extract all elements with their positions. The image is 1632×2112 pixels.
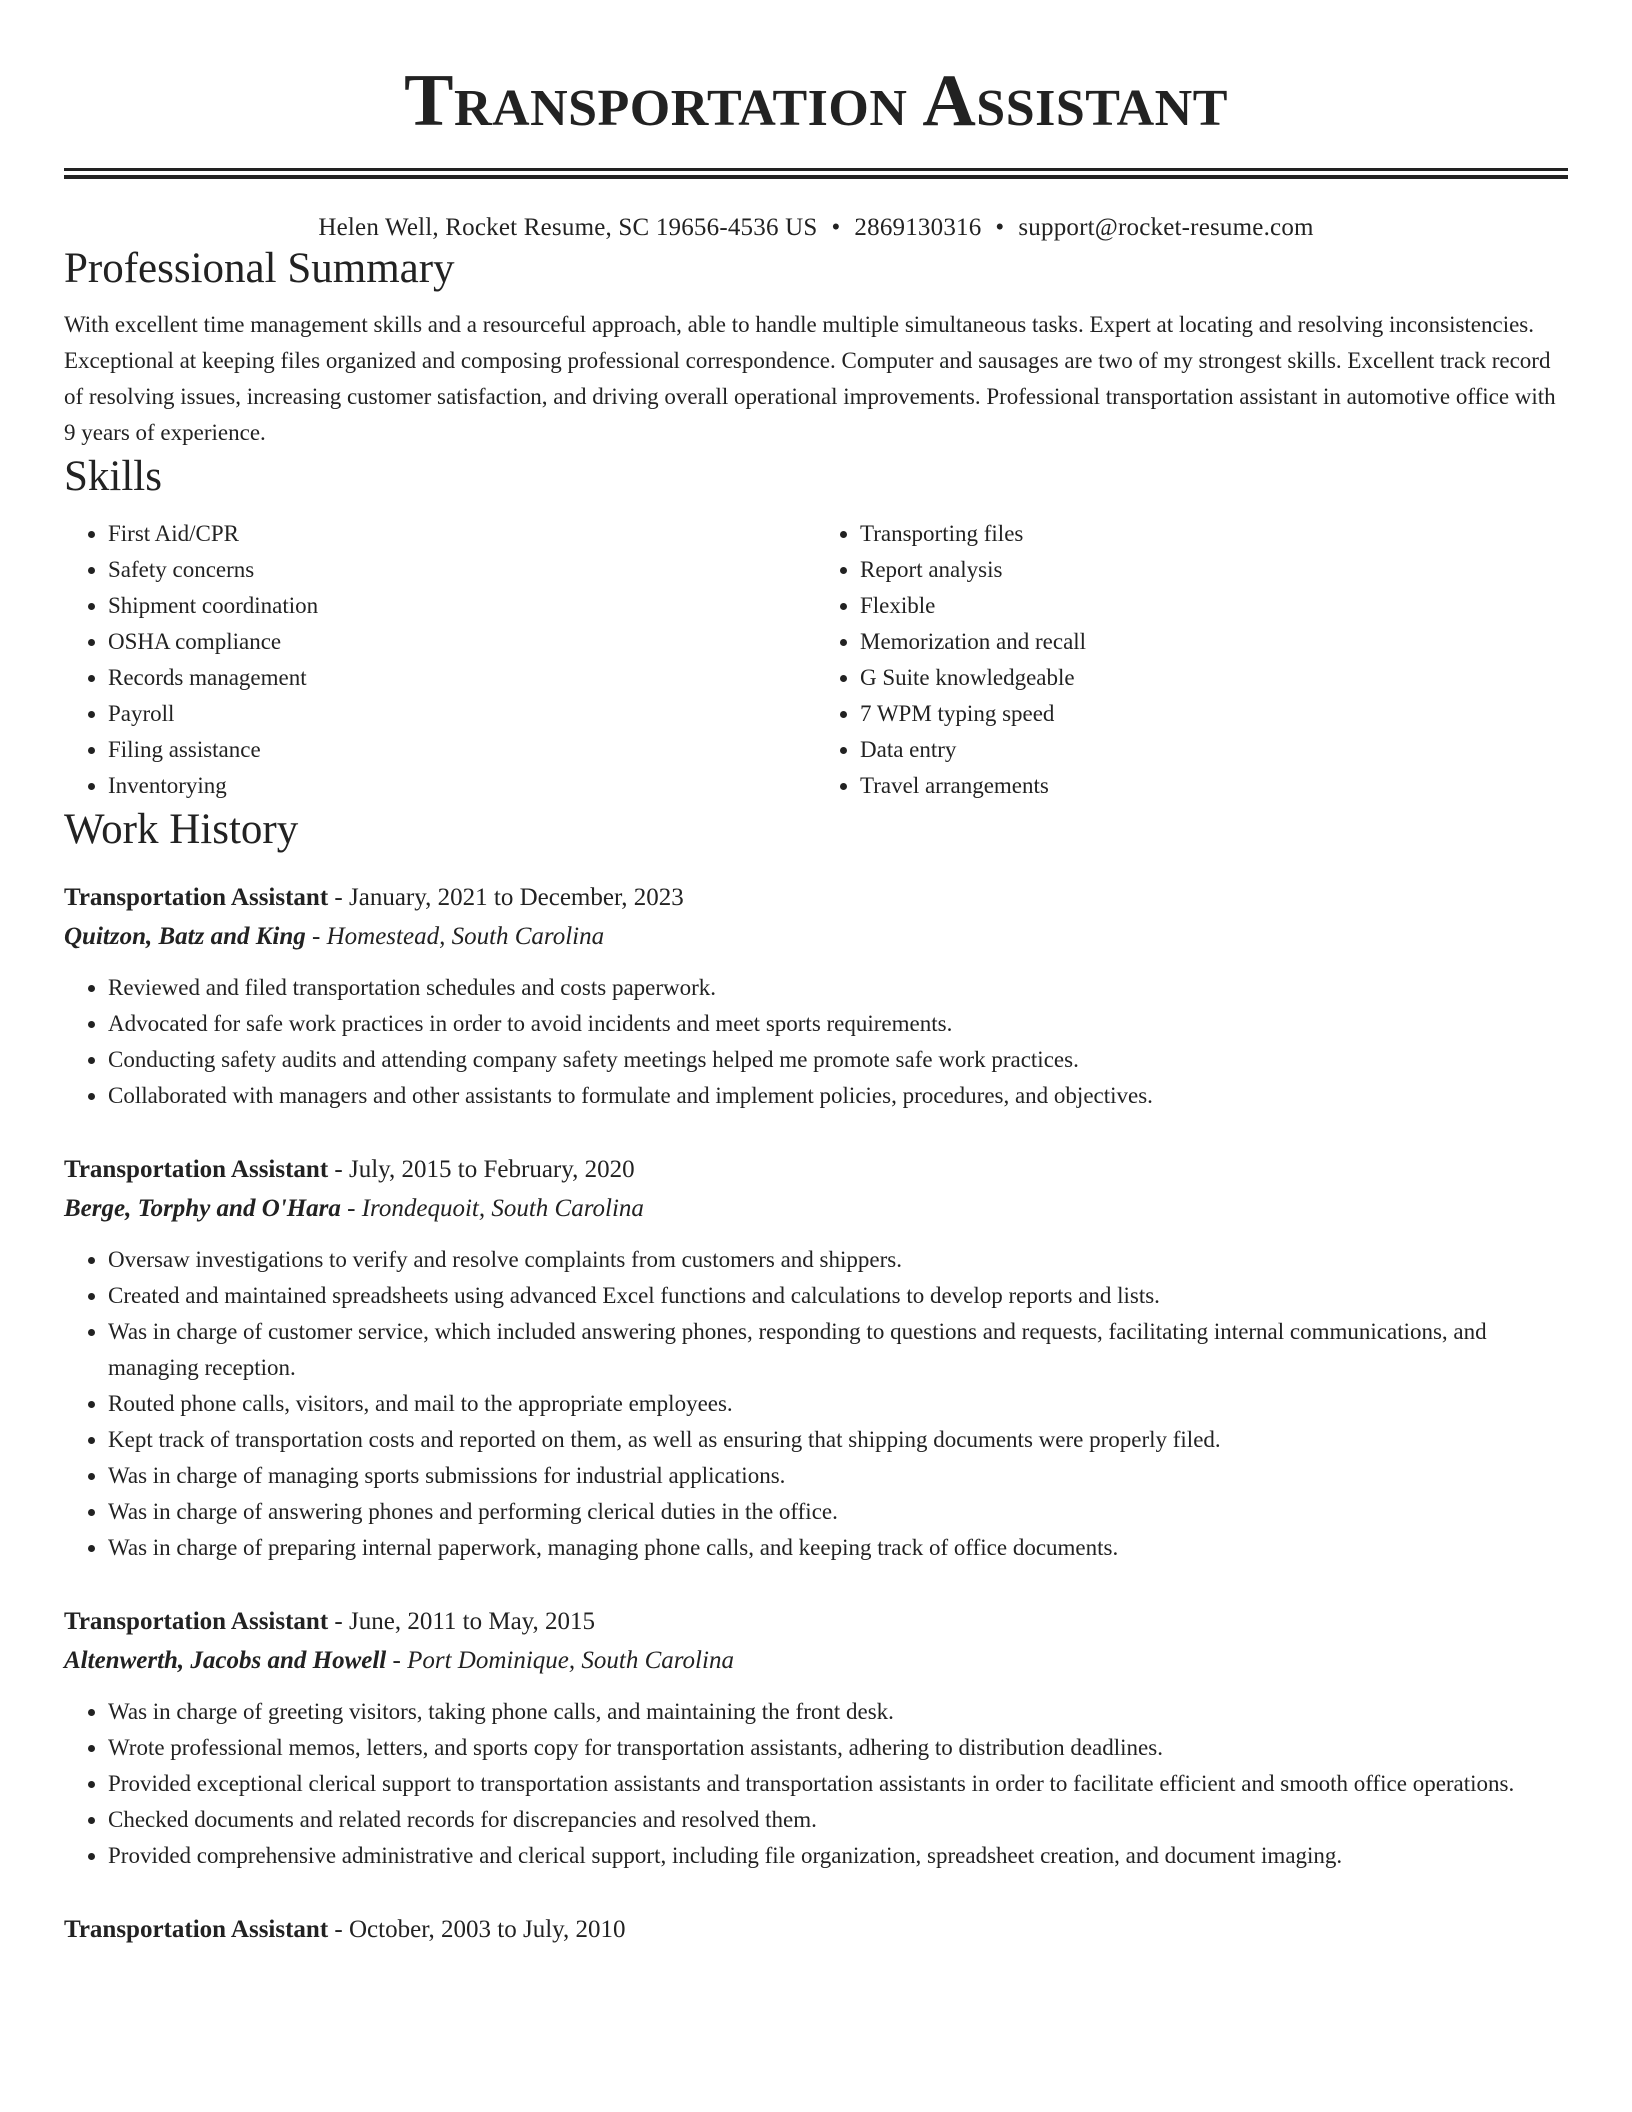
job-location: - Port Dominique, South Carolina [386, 1646, 734, 1674]
job-location: - Irondequoit, South Carolina [340, 1194, 644, 1222]
skills-column-right [816, 516, 1568, 804]
skill-item: • Memorization and recall [860, 624, 1568, 660]
job-entry [64, 1910, 1568, 1950]
contact-separator: • [995, 214, 1005, 241]
job-entry [64, 1150, 1568, 1566]
job-title: Transportation Assistant [64, 1155, 329, 1183]
job-title-line [64, 1910, 1568, 1950]
job-bullet: • Was in charge of preparing internal paperwork, managing phone calls, and keeping track of office documents. [108, 1530, 1568, 1566]
job-bullet: • Conducting safety audits and attending company safety meetings helped me promote safe work practices. [108, 1042, 1568, 1078]
skill-item: • Transporting files [860, 516, 1568, 552]
job-bullet: • Created and maintained spreadsheets using advanced Excel functions and calculations to develop reports and lists. [108, 1278, 1568, 1314]
skill-item: • Filing assistance [108, 732, 816, 768]
skill-item: • 7 WPM typing speed [860, 696, 1568, 732]
contact-line [64, 213, 1568, 243]
job-company-line [64, 918, 1568, 956]
skill-item: • Shipment coordination [108, 588, 816, 624]
job-bullet: • Was in charge of greeting visitors, taking phone calls, and maintaining the front desk. [108, 1694, 1568, 1730]
job-company: Altenwerth, Jacobs and Howell [64, 1646, 387, 1674]
job-title: Transportation Assistant [64, 1915, 329, 1943]
contact-separator: • [831, 214, 841, 241]
skill-item: • Safety concerns [108, 552, 816, 588]
skill-item: • Payroll [108, 696, 816, 732]
skills-list [64, 516, 1568, 804]
job-bullets [64, 1242, 1568, 1566]
job-bullet: • Provided exceptional clerical support to transportation assistants and transportation assistants in order to facilitate efficient and smooth office operations. [108, 1766, 1568, 1802]
resume-title: Transportation Assistant [404, 60, 1228, 142]
skill-item: • Report analysis [860, 552, 1568, 588]
job-bullets [64, 1694, 1568, 1874]
contact-address: Helen Well, Rocket Resume, SC 19656-4536 US [318, 214, 818, 241]
job-bullet: • Was in charge of customer service, which included answering phones, responding to questions and requests, facilitating internal communications, and managing reception. [108, 1314, 1568, 1386]
skill-item: • OSHA compliance [108, 624, 816, 660]
skill-item: • Data entry [860, 732, 1568, 768]
contact-email: support@rocket-resume.com [1018, 214, 1314, 241]
job-bullet: • Reviewed and filed transportation schedules and costs paperwork. [108, 970, 1568, 1006]
job-company-line [64, 1642, 1568, 1680]
job-bullet: • Was in charge of answering phones and performing clerical duties in the office. [108, 1494, 1568, 1530]
job-bullet: • Kept track of transportation costs and reported on them, as well as ensuring that shipping documents were properly filed. [108, 1422, 1568, 1458]
job-company-line [64, 1190, 1568, 1228]
title-divider [64, 168, 1568, 179]
job-title-line [64, 1602, 1568, 1642]
work-history-heading: Work History [64, 806, 299, 854]
job-dates: - January, 2021 to December, 2023 [328, 883, 684, 911]
job-bullet: • Was in charge of managing sports submissions for industrial applications. [108, 1458, 1568, 1494]
skill-item: • Inventorying [108, 768, 816, 804]
job-entry [64, 878, 1568, 1114]
skill-item: • Records management [108, 660, 816, 696]
skill-item: • Travel arrangements [860, 768, 1568, 804]
job-title: Transportation Assistant [64, 883, 329, 911]
job-title-line [64, 878, 1568, 918]
skill-item: • Flexible [860, 588, 1568, 624]
job-location: - Homestead, South Carolina [305, 922, 605, 950]
job-bullet: • Advocated for safe work practices in order to avoid incidents and meet sports requirements. [108, 1006, 1568, 1042]
job-bullet: • Checked documents and related records for discrepancies and resolved them. [108, 1802, 1568, 1838]
skill-item: • G Suite knowledgeable [860, 660, 1568, 696]
job-entry [64, 1602, 1568, 1874]
job-bullets [64, 970, 1568, 1114]
job-bullet: • Routed phone calls, visitors, and mail to the appropriate employees. [108, 1386, 1568, 1422]
skills-heading: Skills [64, 452, 162, 500]
job-dates: - June, 2011 to May, 2015 [328, 1607, 596, 1635]
job-bullet: • Wrote professional memos, letters, and sports copy for transportation assistants, adhering to distribution deadlines. [108, 1730, 1568, 1766]
summary-heading: Professional Summary [64, 245, 455, 292]
job-company: Berge, Torphy and O'Hara [64, 1194, 341, 1222]
skill-item: • First Aid/CPR [108, 516, 816, 552]
job-dates: - October, 2003 to July, 2010 [328, 1915, 626, 1943]
job-dates: - July, 2015 to February, 2020 [328, 1155, 635, 1183]
job-company: Quitzon, Batz and King [64, 922, 306, 950]
contact-phone: 2869130316 [854, 214, 982, 241]
job-bullet: • Oversaw investigations to verify and resolve complaints from customers and shippers. [108, 1242, 1568, 1278]
summary-text: With excellent time management skills and a resourceful approach, able to handle multiple simultaneous tasks. Expert at locating and resolving inconsistencies. Exceptional at keeping files organized and composing professional correspondence. Computer and sausages are two of my strongest skills. Excellent track record of resolving issues, increasing customer satisfaction, and driving overall operational improvements. Professional transportation assistant in automotive office with 9 years of experience. [64, 311, 1556, 445]
job-title-line [64, 1150, 1568, 1190]
job-bullet: • Provided comprehensive administrative and clerical support, including file organization, spreadsheet creation, and document imaging. [108, 1838, 1568, 1874]
skills-column-left [64, 516, 816, 804]
job-title: Transportation Assistant [64, 1607, 329, 1635]
job-bullet: • Collaborated with managers and other assistants to formulate and implement policies, procedures, and objectives. [108, 1078, 1568, 1114]
